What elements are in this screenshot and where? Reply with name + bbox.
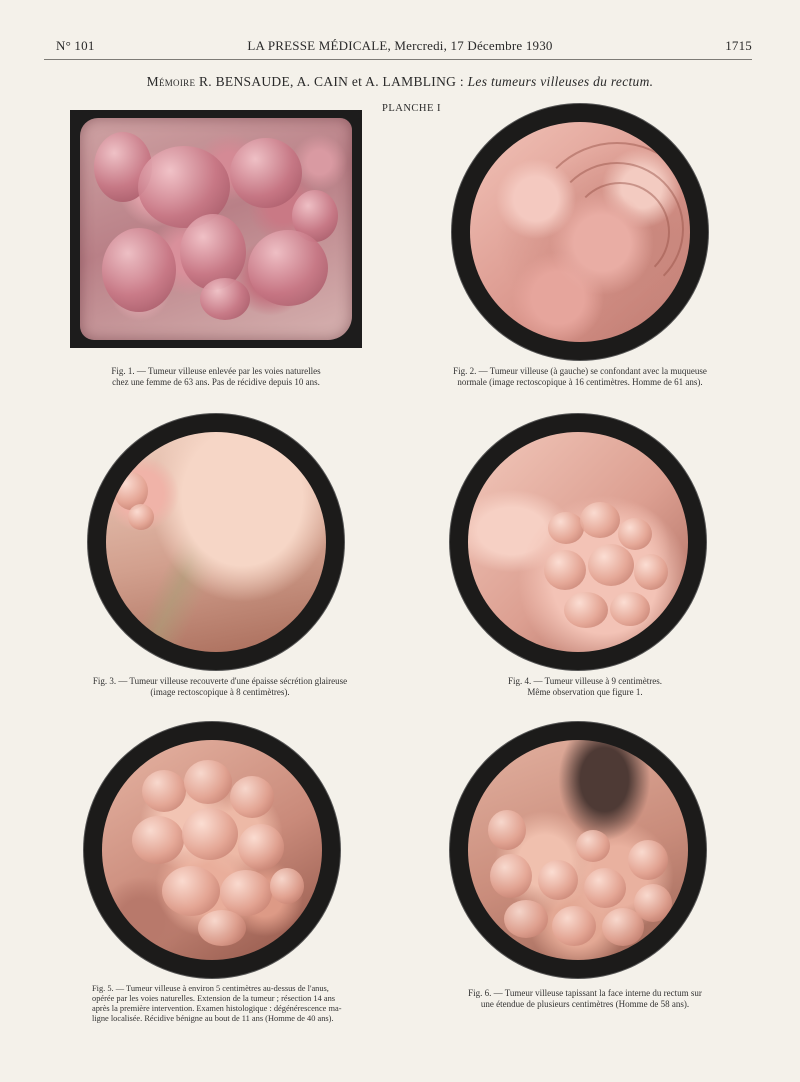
- caption-line: Fig. 1. — Tumeur villeuse enlevée par les voies naturelles: [111, 366, 321, 376]
- caption-line: une étendue de plusieurs centimètres (Homme de 58 ans).: [480, 999, 690, 1009]
- caption-line: (image rectoscopique à 8 centimètres).: [150, 687, 290, 697]
- caption-line: normale (image rectoscopique à 16 centimètres. Homme de 61 ans).: [457, 377, 703, 387]
- caption-line: Même observation que figure 1.: [527, 687, 643, 697]
- tumor-specimen: [80, 118, 352, 340]
- caption-line: Fig. 2. — Tumeur villeuse (à gauche) se confondant avec la muqueuse: [453, 366, 707, 376]
- figure-1-specimen-image: [70, 110, 362, 348]
- figure-2-rectoscopic-view: [452, 104, 708, 360]
- caption-line: opérée par les voies naturelles. Extension de la tumeur ; résection 14 ans: [92, 994, 336, 1003]
- memoir-subject: Les tumeurs villeuses du rectum.: [467, 74, 654, 89]
- figure-1-caption: [70, 366, 362, 388]
- figure-5-rectoscopic-view: [84, 722, 340, 978]
- figure-2-caption: [440, 366, 720, 388]
- figure-3-caption: [70, 676, 370, 698]
- figure-5-caption: [92, 984, 342, 1024]
- caption-line: Fig. 3. — Tumeur villeuse recouverte d'une épaisse sécrétion glaireuse: [92, 676, 348, 686]
- figure-6-caption: [440, 988, 730, 1010]
- caption-line: chez une femme de 63 ans. Pas de récidive depuis 10 ans.: [112, 377, 320, 387]
- caption-line: Fig. 4. — Tumeur villeuse à 9 centimètres.: [508, 676, 662, 686]
- caption-line: ligne localisée. Récidive bénigne au bout de 11 ans (Homme de 40 ans).: [92, 1014, 334, 1023]
- figure-4-rectoscopic-view: [450, 414, 706, 670]
- figure-3-rectoscopic-view: [88, 414, 344, 670]
- memoir-prefix: Mémoire: [146, 74, 196, 89]
- caption-line: Fig. 6. — Tumeur villeuse tapissant la face interne du rectum sur: [468, 988, 702, 998]
- figure-4-caption: [440, 676, 730, 698]
- memoir-authors: R. BENSAUDE, A. CAIN et A. LAMBLING :: [198, 74, 464, 89]
- plate-label: PLANCHE I: [382, 103, 442, 114]
- figure-6-rectoscopic-view: [450, 722, 706, 978]
- issue-number: N° 101: [56, 38, 95, 53]
- header-rule: [44, 59, 752, 60]
- journal-title: LA PRESSE MÉDICALE, Mercredi, 17 Décembre 1930: [247, 38, 553, 53]
- memoir-heading: [0, 74, 800, 90]
- page-number: 1715: [725, 38, 752, 53]
- caption-line: après la première intervention. Examen histologique : dégénérescence ma-: [92, 1004, 342, 1013]
- caption-line: Fig. 5. — Tumeur villeuse à environ 5 centimètres au-dessus de l'anus,: [92, 984, 329, 993]
